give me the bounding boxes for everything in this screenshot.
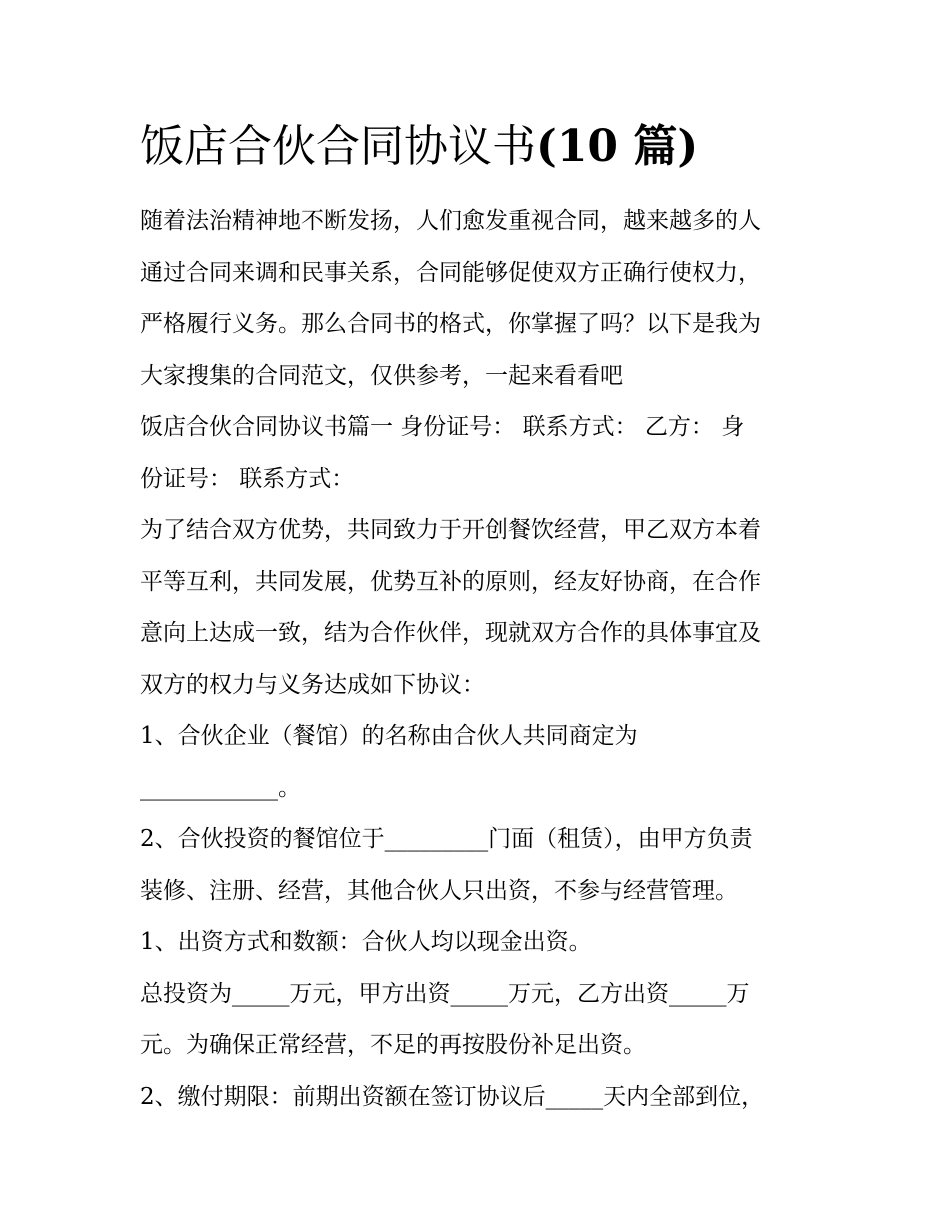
document-body bbox=[140, 196, 820, 1123]
body-line: 1、合伙企业（餐馆）的名称由合伙人共同商定为 bbox=[140, 723, 638, 749]
body-line: 饭店合伙合同协议书篇一 身份证号： 联系方式： 乙方： 身 bbox=[140, 414, 745, 440]
document-title bbox=[140, 112, 840, 182]
body-line: 意向上达成一致，结为合作伙伴，现就双方合作的具体事宜及 bbox=[140, 620, 761, 646]
title-suffix: (10 篇) bbox=[536, 121, 699, 172]
title-main: 饭店合伙合同协议书 bbox=[140, 121, 536, 172]
body-line: 份证号： 联系方式： bbox=[140, 465, 355, 492]
body-line: 2、合伙投资的餐馆位于_________门面（租赁），由甲方负责 bbox=[140, 826, 753, 852]
body-line: 1、出资方式和数额：合伙人均以现金出资。 bbox=[140, 929, 592, 955]
body-line: 2、缴付期限：前期出资额在签订协议后_____天内全部到位， bbox=[140, 1083, 765, 1110]
body-line: 总投资为_____万元，甲方出资_____万元，乙方出资_____万 bbox=[140, 980, 750, 1007]
body-line: 元。为确保正常经营，不足的再按股份补足出资。 bbox=[140, 1032, 646, 1058]
body-line: 严格履行义务。那么合同书的格式，你掌握了吗？以下是我为 bbox=[140, 311, 761, 337]
body-line: 为了结合双方优势，共同致力于开创餐饮经营，甲乙双方本着 bbox=[140, 517, 761, 543]
body-line: ____________。 bbox=[140, 774, 301, 801]
body-line: 双方的权力与义务达成如下协议： bbox=[140, 671, 485, 698]
body-line: 大家搜集的合同范文，仅供参考，一起来看看吧 bbox=[140, 362, 623, 389]
body-line: 装修、注册、经营，其他合伙人只出资，不参与经营管理。 bbox=[140, 877, 738, 904]
body-line: 通过合同来调和民事关系，合同能够促使双方正确行使权力， bbox=[140, 259, 761, 286]
body-line: 随着法治精神地不断发扬，人们愈发重视合同，越来越多的人 bbox=[140, 208, 761, 234]
body-line: 平等互利，共同发展，优势互补的原则，经友好协商，在合作 bbox=[140, 568, 761, 595]
